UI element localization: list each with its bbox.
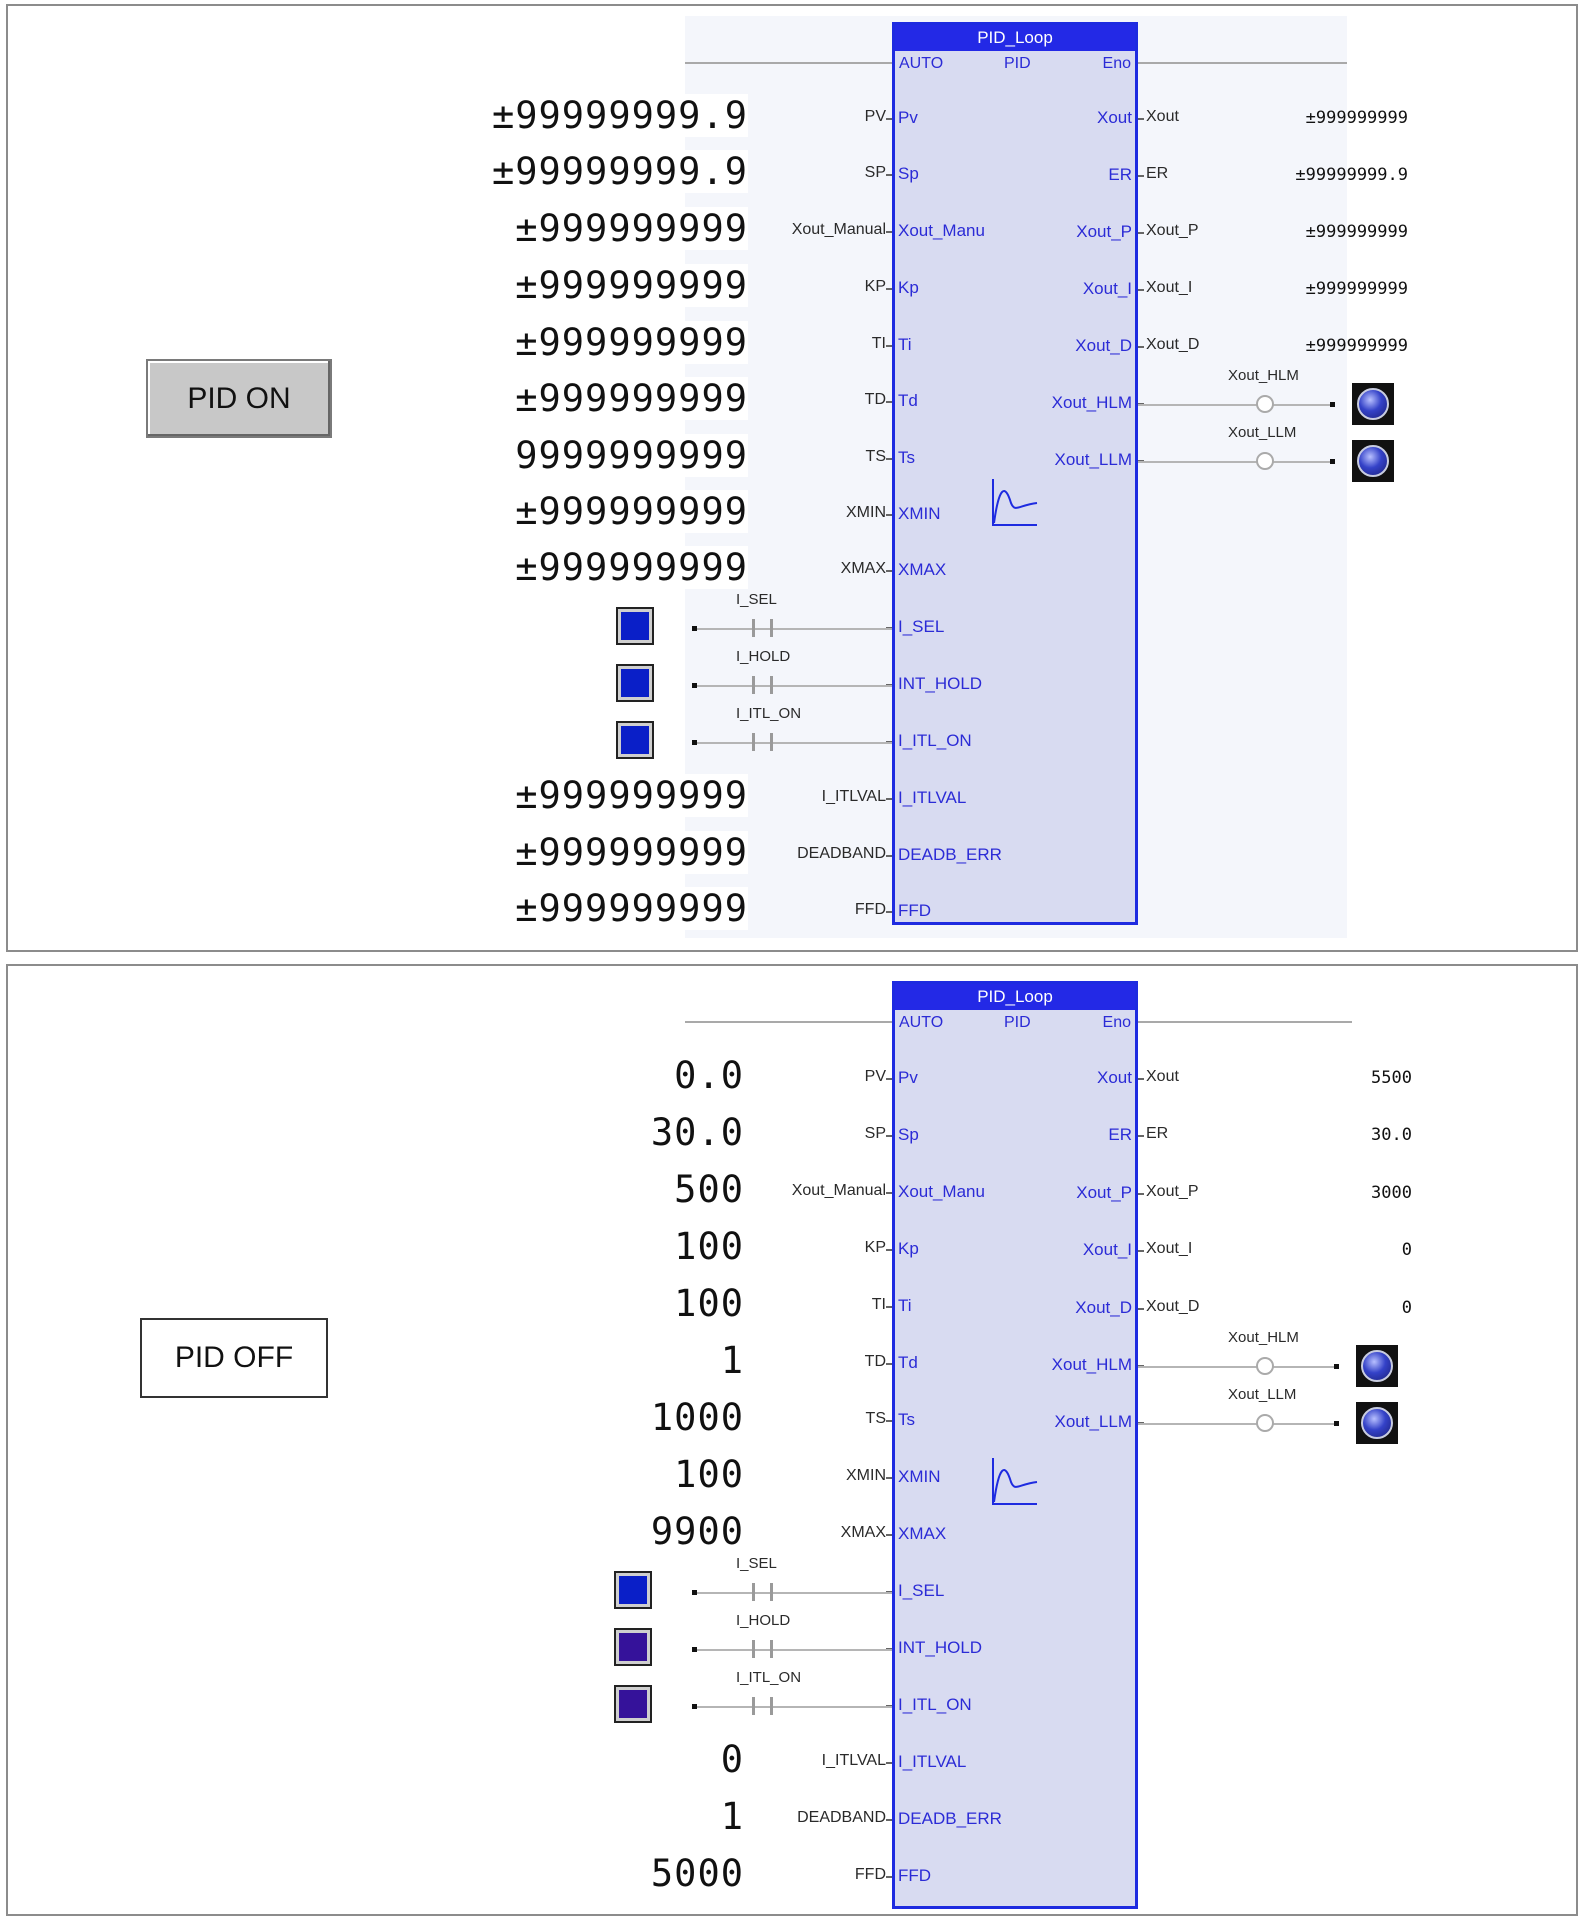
- block-hdr-eno: Eno: [1102, 1014, 1131, 1031]
- input-variable-label: SP: [864, 1125, 886, 1142]
- pin-tick: [886, 1819, 892, 1821]
- block-output-pin: Xout_P: [1076, 222, 1132, 241]
- input-variable-label: KP: [864, 1239, 886, 1256]
- block-input-pin: FFD: [898, 1866, 932, 1885]
- contact-rung-line: [694, 1649, 892, 1651]
- contact-bar-left: [752, 733, 755, 751]
- coil-symbol: [1256, 452, 1274, 470]
- input-value-display: 100: [674, 1282, 744, 1325]
- input-value-display: ±999999999: [515, 207, 748, 250]
- block-input-pin: Sp: [898, 1125, 919, 1144]
- input-value-display: 1: [720, 1339, 744, 1382]
- block-input-pin: Pv: [898, 108, 918, 127]
- block-input-pin: I_ITL_ON: [898, 1695, 972, 1714]
- pin-tick: [886, 458, 892, 460]
- block-input-pin: DEADB_ERR: [898, 1809, 1002, 1828]
- coil-label: Xout_LLM: [1228, 1386, 1297, 1403]
- input-value-display: 9900: [650, 1510, 744, 1553]
- block-input-pin: Td: [898, 391, 918, 410]
- rung-start-dot: [692, 1647, 697, 1652]
- bit-indicator-square[interactable]: [614, 1571, 652, 1609]
- input-variable-label: TD: [864, 1353, 886, 1370]
- input-variable-label: TD: [864, 391, 886, 408]
- block-output-pin: Xout: [1097, 1068, 1132, 1087]
- contact-bar-left: [752, 676, 755, 694]
- panel-pid-off: [0, 960, 1584, 1920]
- input-value-display: ±999999999: [515, 377, 748, 420]
- output-variable-label: Xout: [1146, 108, 1179, 125]
- output-value-display: ±999999999: [1305, 336, 1408, 356]
- block-input-pin: XMIN: [898, 1467, 941, 1486]
- step-response-icon: [991, 1456, 1039, 1506]
- coil-symbol: [1256, 1414, 1274, 1432]
- pin-tick: [886, 345, 892, 347]
- block-hdr-auto: AUTO: [899, 1014, 944, 1031]
- bit-indicator-fill: [619, 1576, 647, 1604]
- block-output-pin: Xout_LLM: [1054, 1412, 1132, 1431]
- block-output-pin: ER: [1108, 1125, 1132, 1144]
- input-variable-label: I_ITLVAL: [821, 1752, 886, 1769]
- input-variable-label: TI: [871, 335, 886, 352]
- contact-bar-right: [770, 619, 773, 637]
- output-variable-label: Xout_D: [1146, 1298, 1200, 1315]
- input-value-display: 1000: [650, 1396, 744, 1439]
- input-value-display: ±999999999: [515, 831, 748, 874]
- block-input-pin: INT_HOLD: [898, 1638, 983, 1657]
- pin-tick: [1138, 289, 1144, 291]
- rung-end-dot: [1334, 1364, 1339, 1369]
- contact-label: I_HOLD: [736, 648, 791, 665]
- contact-bar-left: [752, 1583, 755, 1601]
- output-value-display: 3000: [1371, 1183, 1412, 1203]
- pin-tick: [1138, 1308, 1144, 1310]
- input-variable-label: KP: [864, 278, 886, 295]
- pin-tick: [886, 118, 892, 120]
- rung-start-dot: [692, 1590, 697, 1595]
- block-output-pin: Xout_I: [1082, 279, 1132, 298]
- input-variable-label: PV: [864, 108, 886, 125]
- block-input-pin: Ts: [898, 1410, 915, 1429]
- contact-bar-left: [752, 619, 755, 637]
- step-response-icon: [991, 477, 1039, 527]
- input-value-display: 100: [674, 1453, 744, 1496]
- block-output-pin: ER: [1108, 165, 1132, 184]
- block-input-pin: Pv: [898, 1068, 918, 1087]
- block-input-pin: Kp: [898, 1239, 919, 1258]
- contact-label: I_SEL: [736, 1555, 777, 1572]
- block-hdr-pid: PID: [1004, 1014, 1031, 1031]
- pin-tick: [1138, 175, 1144, 177]
- block-input-pin: XMAX: [898, 1524, 947, 1543]
- coil-symbol: [1256, 1357, 1274, 1375]
- pin-tick: [886, 911, 892, 913]
- contact-rung-line: [694, 1592, 892, 1594]
- bit-indicator-square[interactable]: [616, 607, 654, 645]
- rung-end-dot: [1330, 459, 1335, 464]
- contact-rung-line: [694, 742, 892, 744]
- input-variable-label: PV: [864, 1068, 886, 1085]
- block-input-pin: Xout_Manu: [898, 1182, 985, 1201]
- pin-tick: [886, 855, 892, 857]
- output-value-display: ±999999999: [1305, 108, 1408, 128]
- output-variable-label: ER: [1146, 165, 1169, 182]
- block-input-pin: Xout_Manu: [898, 221, 985, 240]
- block-input-pin: Ts: [898, 448, 915, 467]
- pin-tick: [886, 1420, 892, 1422]
- input-variable-label: DEADBAND: [797, 845, 886, 862]
- pin-tick: [1138, 1078, 1144, 1080]
- input-value-display: ±999999999: [515, 321, 748, 364]
- block-title: PID_Loop: [895, 984, 1135, 1010]
- input-value-display: ±99999999.9: [491, 150, 748, 193]
- rung-end-dot: [1334, 1421, 1339, 1426]
- input-variable-label: XMIN: [846, 504, 886, 521]
- block-input-pin: Td: [898, 1353, 918, 1372]
- input-variable-label: I_ITLVAL: [821, 788, 886, 805]
- block-output-pin: Xout_I: [1082, 1240, 1132, 1259]
- input-variable-label: XMIN: [846, 1467, 886, 1484]
- contact-bar-left: [752, 1640, 755, 1658]
- output-value-display: 30.0: [1371, 1125, 1412, 1145]
- output-value-display: ±99999999.9: [1295, 165, 1408, 185]
- bit-indicator-square[interactable]: [614, 1628, 652, 1666]
- input-value-display: ±999999999: [515, 887, 748, 930]
- output-value-display: 0: [1401, 1240, 1412, 1260]
- pin-tick: [886, 231, 892, 233]
- pin-tick: [1138, 1250, 1144, 1252]
- output-variable-label: Xout_P: [1146, 1183, 1199, 1200]
- contact-label: I_ITL_ON: [736, 705, 802, 722]
- status-lamp-glow: [1357, 388, 1389, 420]
- block-input-pin: I_ITL_ON: [898, 731, 972, 750]
- status-lamp[interactable]: [1352, 440, 1394, 482]
- block-input-pin: Sp: [898, 164, 919, 183]
- pin-tick: [886, 174, 892, 176]
- block-input-pin: I_ITLVAL: [898, 1752, 967, 1771]
- output-variable-label: Xout_I: [1146, 1240, 1193, 1257]
- input-value-display: 0: [720, 1738, 744, 1781]
- input-variable-label: DEADBAND: [797, 1809, 886, 1826]
- block-output-pin: Xout_HLM: [1051, 1355, 1132, 1374]
- pin-tick: [886, 1249, 892, 1251]
- block-output-pin: Xout_D: [1075, 336, 1132, 355]
- panel-frame: [6, 964, 1578, 1916]
- contact-bar-right: [770, 733, 773, 751]
- input-value-display: ±999999999: [515, 490, 748, 533]
- contact-bar-right: [770, 1697, 773, 1715]
- block-title: PID_Loop: [895, 25, 1135, 51]
- contact-label: I_SEL: [736, 591, 777, 608]
- input-value-display: 500: [674, 1168, 744, 1211]
- bit-indicator-square[interactable]: [616, 721, 654, 759]
- input-variable-label: SP: [864, 164, 886, 181]
- bit-indicator-fill: [621, 612, 649, 640]
- rung-start-dot: [692, 1704, 697, 1709]
- output-variable-label: Xout_P: [1146, 222, 1199, 239]
- status-lamp-glow: [1357, 445, 1389, 477]
- rung-start-dot: [692, 740, 697, 745]
- contact-rung-line: [694, 628, 892, 630]
- input-value-display: ±999999999: [515, 546, 748, 589]
- pin-tick: [886, 1078, 892, 1080]
- contact-bar-right: [770, 1583, 773, 1601]
- pin-tick: [1138, 1193, 1144, 1195]
- block-input-pin: I_ITLVAL: [898, 788, 967, 807]
- block-output-pin: Xout_LLM: [1054, 450, 1132, 469]
- pin-tick: [886, 401, 892, 403]
- coil-label: Xout_LLM: [1228, 424, 1297, 441]
- block-hdr-eno: Eno: [1102, 55, 1131, 72]
- input-value-display: 1: [720, 1795, 744, 1838]
- pin-tick: [886, 1876, 892, 1878]
- rung-end-dot: [1330, 402, 1335, 407]
- output-value-display: ±999999999: [1305, 222, 1408, 242]
- coil-symbol: [1256, 395, 1274, 413]
- pin-tick: [886, 570, 892, 572]
- bit-indicator-fill: [619, 1633, 647, 1661]
- block-input-pin: FFD: [898, 901, 932, 920]
- coil-rung-line: [1138, 461, 1332, 463]
- rung-start-dot: [692, 683, 697, 688]
- output-value-display: ±999999999: [1305, 279, 1408, 299]
- rung-start-dot: [692, 626, 697, 631]
- block-output-pin: Xout_P: [1076, 1183, 1132, 1202]
- block-input-pin: Ti: [898, 335, 912, 354]
- output-variable-label: Xout_I: [1146, 279, 1193, 296]
- pin-tick: [886, 1306, 892, 1308]
- contact-bar-right: [770, 1640, 773, 1658]
- pin-tick: [886, 1762, 892, 1764]
- block-hdr-pid: PID: [1004, 55, 1031, 72]
- bit-indicator-fill: [621, 726, 649, 754]
- output-variable-label: ER: [1146, 1125, 1169, 1142]
- status-lamp[interactable]: [1352, 383, 1394, 425]
- pin-tick: [886, 798, 892, 800]
- input-value-display: 5000: [650, 1852, 744, 1895]
- pin-tick: [886, 288, 892, 290]
- contact-rung-line: [694, 685, 892, 687]
- input-value-display: ±999999999: [515, 774, 748, 817]
- coil-rung-line: [1138, 1423, 1336, 1425]
- pin-tick: [886, 1534, 892, 1536]
- pin-tick: [1138, 1135, 1144, 1137]
- coil-label: Xout_HLM: [1228, 1329, 1299, 1346]
- output-variable-label: Xout: [1146, 1068, 1179, 1085]
- input-value-display: ±999999999: [515, 264, 748, 307]
- block-input-pin: INT_HOLD: [898, 674, 983, 693]
- block-input-pin: Kp: [898, 278, 919, 297]
- block-input-pin: XMIN: [898, 504, 941, 523]
- block-input-pin: I_SEL: [898, 1581, 945, 1600]
- input-value-display: ±99999999.9: [491, 94, 748, 137]
- input-value-display: 9999999999: [515, 434, 748, 477]
- block-output-pin: Xout: [1097, 108, 1132, 127]
- input-variable-label: TS: [865, 1410, 886, 1427]
- input-variable-label: FFD: [854, 901, 886, 918]
- contact-rung-line: [694, 1706, 892, 1708]
- coil-rung-line: [1138, 404, 1332, 406]
- status-lamp[interactable]: [1356, 1402, 1398, 1444]
- contact-bar-right: [770, 676, 773, 694]
- pin-tick: [886, 1477, 892, 1479]
- block-input-pin: I_SEL: [898, 617, 945, 636]
- bit-indicator-fill: [621, 669, 649, 697]
- coil-label: Xout_HLM: [1228, 367, 1299, 384]
- bit-indicator-square[interactable]: [616, 664, 654, 702]
- input-value-display: 100: [674, 1225, 744, 1268]
- input-value-display: 30.0: [650, 1111, 744, 1154]
- pin-tick: [886, 514, 892, 516]
- bit-indicator-square[interactable]: [614, 1685, 652, 1723]
- output-value-display: 0: [1401, 1298, 1412, 1318]
- contact-label: I_ITL_ON: [736, 1669, 802, 1686]
- bit-indicator-fill: [619, 1690, 647, 1718]
- block-input-pin: Ti: [898, 1296, 912, 1315]
- pin-tick: [1138, 232, 1144, 234]
- contact-bar-left: [752, 1697, 755, 1715]
- pin-tick: [886, 1363, 892, 1365]
- contact-label: I_HOLD: [736, 1612, 791, 1629]
- block-output-pin: Xout_D: [1075, 1298, 1132, 1317]
- pin-tick: [886, 1135, 892, 1137]
- input-variable-label: XMAX: [840, 560, 886, 577]
- input-variable-label: Xout_Manual: [791, 221, 886, 238]
- panel-pid-on: [0, 0, 1584, 956]
- pid-off-button[interactable]: PID OFF: [140, 1318, 328, 1398]
- status-lamp-glow: [1361, 1407, 1393, 1439]
- input-variable-label: Xout_Manual: [791, 1182, 886, 1199]
- input-variable-label: TS: [865, 448, 886, 465]
- output-value-display: 5500: [1371, 1068, 1412, 1088]
- block-input-pin: DEADB_ERR: [898, 845, 1002, 864]
- pid-on-button[interactable]: PID ON: [146, 359, 332, 438]
- pin-tick: [1138, 118, 1144, 120]
- pin-tick: [886, 1192, 892, 1194]
- block-hdr-auto: AUTO: [899, 55, 944, 72]
- coil-rung-line: [1138, 1366, 1336, 1368]
- input-variable-label: FFD: [854, 1866, 886, 1883]
- status-lamp-glow: [1361, 1350, 1393, 1382]
- pin-tick: [1138, 346, 1144, 348]
- output-variable-label: Xout_D: [1146, 336, 1200, 353]
- input-variable-label: XMAX: [840, 1524, 886, 1541]
- input-value-display: 0.0: [674, 1054, 744, 1097]
- block-input-pin: XMAX: [898, 560, 947, 579]
- input-variable-label: TI: [871, 1296, 886, 1313]
- block-output-pin: Xout_HLM: [1051, 393, 1132, 412]
- status-lamp[interactable]: [1356, 1345, 1398, 1387]
